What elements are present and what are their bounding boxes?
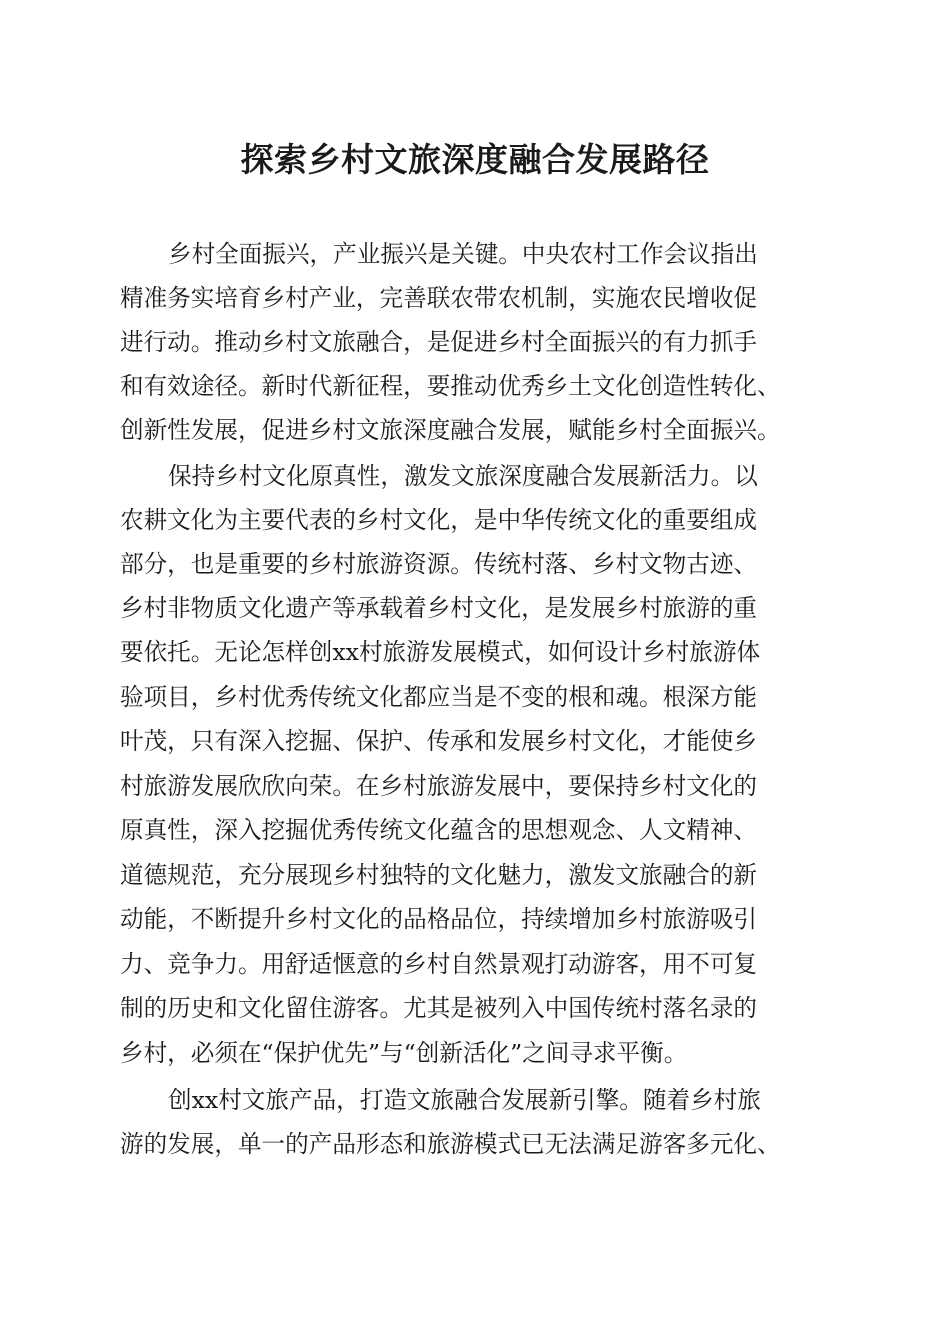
text-line: 农耕文化为主要代表的乡村文化，是中华传统文化的重要组成 <box>120 506 758 534</box>
text-line: 制的历史和文化留住游客。尤其是被列入中国传统村落名录的 <box>120 994 758 1022</box>
text-line: 乡村非物质文化遗产等承载着乡村文化，是发展乡村旅游的重 <box>120 594 758 622</box>
text-line: 创xx村文旅产品，打造文旅融合发展新引擎。随着乡村旅 <box>168 1086 761 1114</box>
text-line: 动能，不断提升乡村文化的品格品位，持续增加乡村旅游吸引 <box>120 905 758 933</box>
document-title: 探索乡村文旅深度融合发展路径 <box>240 140 710 179</box>
text-line: 要依托。无论怎样创xx村旅游发展模式，如何设计乡村旅游体 <box>120 638 761 666</box>
text-line: 验项目，乡村优秀传统文化都应当是不变的根和魂。根深方能 <box>120 683 758 711</box>
text-line: 力、竞争力。用舒适惬意的乡村自然景观打动游客，用不可复 <box>120 950 758 978</box>
text-line: 村旅游发展欣欣向荣。在乡村旅游发展中，要保持乡村文化的 <box>120 772 758 800</box>
text-line: 乡村，必须在“保护优先”与“创新活化”之间寻求平衡。 <box>120 1039 688 1067</box>
text-line: 和有效途径。新时代新征程，要推动优秀乡土文化创造性转化、 <box>120 372 781 400</box>
text-line: 保持乡村文化原真性，激发文旅深度融合发展新活力。以 <box>168 462 758 490</box>
text-line: 乡村全面振兴，产业振兴是关键。中央农村工作会议指出 <box>168 240 758 268</box>
text-line: 创新性发展，促进乡村文旅深度融合发展，赋能乡村全面振兴。 <box>120 416 781 444</box>
text-line: 原真性，深入挖掘优秀传统文化蕴含的思想观念、人文精神、 <box>120 816 758 844</box>
text-line: 精准务实培育乡村产业，完善联农带农机制，实施农民增收促 <box>120 284 758 312</box>
text-line: 叶茂，只有深入挖掘、保护、传承和发展乡村文化，才能使乡 <box>120 727 758 755</box>
text-line: 部分，也是重要的乡村旅游资源。传统村落、乡村文物古迹、 <box>120 550 758 578</box>
text-line: 进行动。推动乡村文旅融合，是促进乡村全面振兴的有力抓手 <box>120 328 758 356</box>
text-line: 道德规范，充分展现乡村独特的文化魅力，激发文旅融合的新 <box>120 861 758 889</box>
text-line: 游的发展，单一的产品形态和旅游模式已无法满足游客多元化、 <box>120 1130 781 1158</box>
